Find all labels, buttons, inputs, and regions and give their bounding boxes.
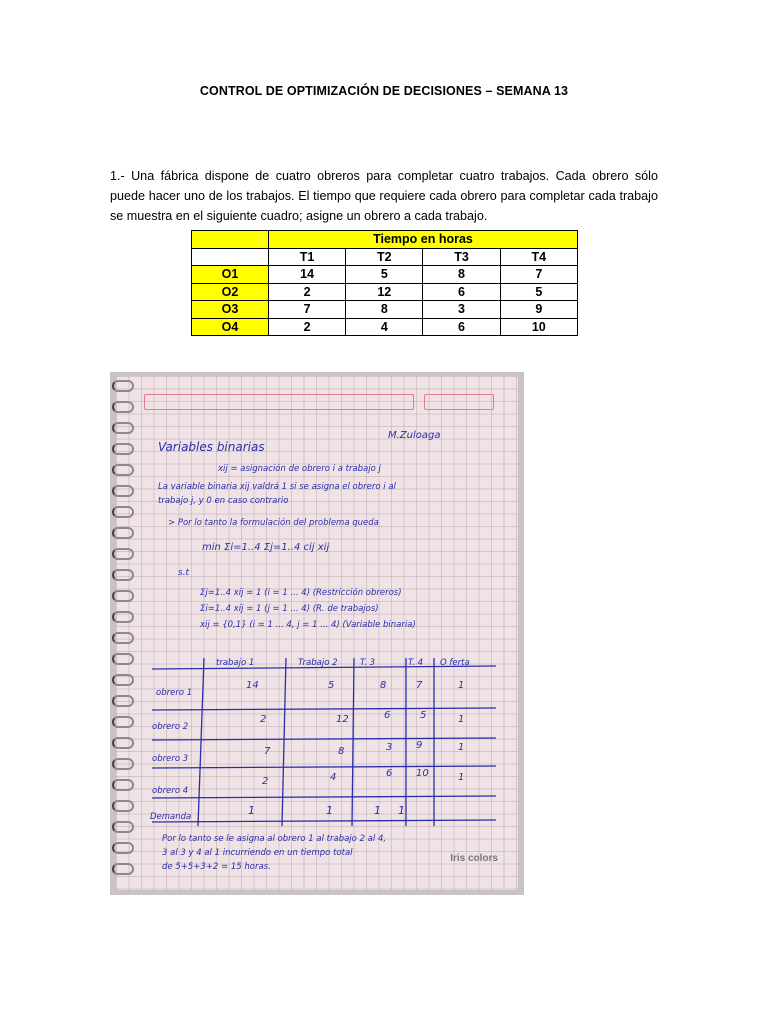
ring-icon	[112, 842, 134, 854]
ring-icon	[112, 443, 134, 455]
table-row	[192, 283, 578, 301]
grid-cell: 14	[246, 680, 259, 691]
column-header: T1	[269, 248, 346, 266]
grid-row-label: obrero 2	[152, 722, 189, 732]
notebook-brand-logo: Iris colors	[450, 853, 498, 864]
grid-cell: 2	[262, 776, 269, 787]
grid-col-header: T. 3	[360, 658, 375, 668]
column-header: T3	[423, 248, 500, 266]
demand-cell: 1	[248, 804, 255, 817]
ring-icon	[112, 800, 134, 812]
grid-row-label: Demanda	[150, 812, 192, 822]
ring-icon	[112, 569, 134, 581]
table-row	[192, 266, 578, 284]
ring-icon	[112, 779, 134, 791]
demand-cell: 1	[326, 804, 333, 817]
handwritten-line: Variables binarias	[158, 440, 265, 454]
grid-cell: 6	[384, 710, 391, 721]
ring-icon	[112, 674, 134, 686]
question-text: 1.- Una fábrica dispone de cuatro obreros para completar cuatro trabajos. Cada obrero sólo puede hacer uno de los trabajos. El tiempo que requiere cada obrero para completar cada trabajo se muestra en el siguiente cuadro; asigne un obrero a cada trabajo.	[110, 169, 658, 223]
table-cell: 10	[500, 318, 577, 336]
handwritten-line: trabajo j, y 0 en caso contrario	[158, 496, 289, 506]
table-cell: 7	[269, 301, 346, 319]
ring-icon	[112, 422, 134, 434]
ring-icon	[112, 821, 134, 833]
table-cell: 4	[346, 318, 423, 336]
ring-icon	[112, 758, 134, 770]
grid-cell: 5	[328, 680, 335, 691]
grid-cell: 4	[330, 772, 337, 783]
handwritten-line: > Por lo tanto la formulación del problema queda	[168, 518, 379, 528]
table-cell: 14	[269, 266, 346, 284]
handwritten-line: Por lo tanto se le asigna al obrero 1 al trabajo 2 al 4,	[162, 834, 387, 844]
grid-cell: 6	[386, 768, 393, 779]
grid-cell: 1	[458, 680, 465, 691]
table-cell: 12	[346, 283, 423, 301]
ring-icon	[112, 737, 134, 749]
grid-cell: 3	[386, 742, 393, 753]
handwritten-line: 3 al 3 y 4 al 1 incurriendo en un tiempo total	[162, 848, 353, 858]
handwritten-line: La variable binaria xij valdrá 1 si se asigna el obrero i al	[158, 482, 396, 492]
notebook-page	[116, 376, 518, 890]
grid-cell: 1	[458, 742, 465, 753]
grid-col-header: trabajo 1	[216, 658, 255, 668]
grid-cell: 1	[458, 772, 465, 783]
time-table	[191, 230, 578, 336]
demand-cell: 1	[398, 804, 405, 817]
table-cell: 7	[500, 266, 577, 284]
column-header: T2	[346, 248, 423, 266]
table-header-row	[192, 231, 578, 249]
corner-cell	[192, 231, 269, 249]
grid-cell: 12	[336, 714, 349, 725]
ring-icon	[112, 506, 134, 518]
demand-cell: 1	[374, 804, 381, 817]
ring-icon	[112, 401, 134, 413]
ring-icon	[112, 464, 134, 476]
row-label: O1	[192, 266, 269, 284]
ring-icon	[112, 695, 134, 707]
handwritten-line: Σi=1..4 xij = 1 (j = 1 ... 4) (R. de trabajos)	[200, 604, 379, 614]
table-cell: 2	[269, 318, 346, 336]
grid-cell: 2	[260, 714, 267, 725]
spiral-binding	[110, 380, 132, 890]
table-cell: 6	[423, 283, 500, 301]
grid-cell: 8	[380, 680, 387, 691]
table-cell: 8	[423, 266, 500, 284]
grid-cell: 8	[338, 746, 345, 757]
grid-row-label: obrero 1	[156, 688, 193, 698]
grid-col-header: T. 4	[408, 658, 423, 668]
grid-row-label: obrero 4	[152, 786, 189, 796]
column-header: T4	[500, 248, 577, 266]
table-cell: 5	[346, 266, 423, 284]
ring-icon	[112, 611, 134, 623]
blank-cell	[192, 248, 269, 266]
grid-cell: 10	[416, 768, 429, 779]
grid-col-header: O ferta	[440, 658, 470, 668]
grid-cell: 7	[264, 746, 271, 757]
table-cell: 5	[500, 283, 577, 301]
grid-cell: 7	[416, 680, 423, 691]
notebook-photo	[110, 372, 524, 895]
row-label: O2	[192, 283, 269, 301]
ring-icon	[112, 590, 134, 602]
table-columns-row	[192, 248, 578, 266]
grid-cell: 5	[420, 710, 427, 721]
grid-row-label: obrero 3	[152, 754, 189, 764]
ring-icon	[112, 863, 134, 875]
ring-icon	[112, 548, 134, 560]
ring-icon	[112, 653, 134, 665]
ring-icon	[112, 632, 134, 644]
ring-icon	[112, 527, 134, 539]
table-row	[192, 301, 578, 319]
handwritten-line: xij = {0,1} (i = 1 ... 4, j = 1 ... 4) (Variable binaria)	[200, 620, 416, 630]
handwritten-line: min Σi=1..4 Σj=1..4 cij xij	[202, 542, 330, 553]
grid-col-header: Trabajo 2	[298, 658, 338, 668]
signature: M.Zuloaga	[388, 430, 441, 441]
table-cell: 6	[423, 318, 500, 336]
table-header-cell: Tiempo en horas	[269, 231, 578, 249]
handwritten-line: de 5+5+3+2 = 15 horas.	[162, 862, 271, 872]
table-row	[192, 318, 578, 336]
ring-icon	[112, 485, 134, 497]
handwritten-line: xij = asignación de obrero i a trabajo j	[218, 464, 381, 474]
page-title: CONTROL DE OPTIMIZACIÓN DE DECISIONES – SEMANA 13	[199, 84, 569, 98]
handwritten-line: s.t	[178, 568, 190, 578]
ring-icon	[112, 380, 134, 392]
ring-icon	[112, 716, 134, 728]
table-cell: 3	[423, 301, 500, 319]
handwritten-line: Σj=1..4 xij = 1 (i = 1 ... 4) (Restricción obreros)	[200, 588, 402, 598]
table-cell: 8	[346, 301, 423, 319]
grid-cell: 9	[416, 740, 423, 751]
row-label: O3	[192, 301, 269, 319]
table-cell: 2	[269, 283, 346, 301]
grid-cell: 1	[458, 714, 465, 725]
row-label: O4	[192, 318, 269, 336]
table-cell: 9	[500, 301, 577, 319]
